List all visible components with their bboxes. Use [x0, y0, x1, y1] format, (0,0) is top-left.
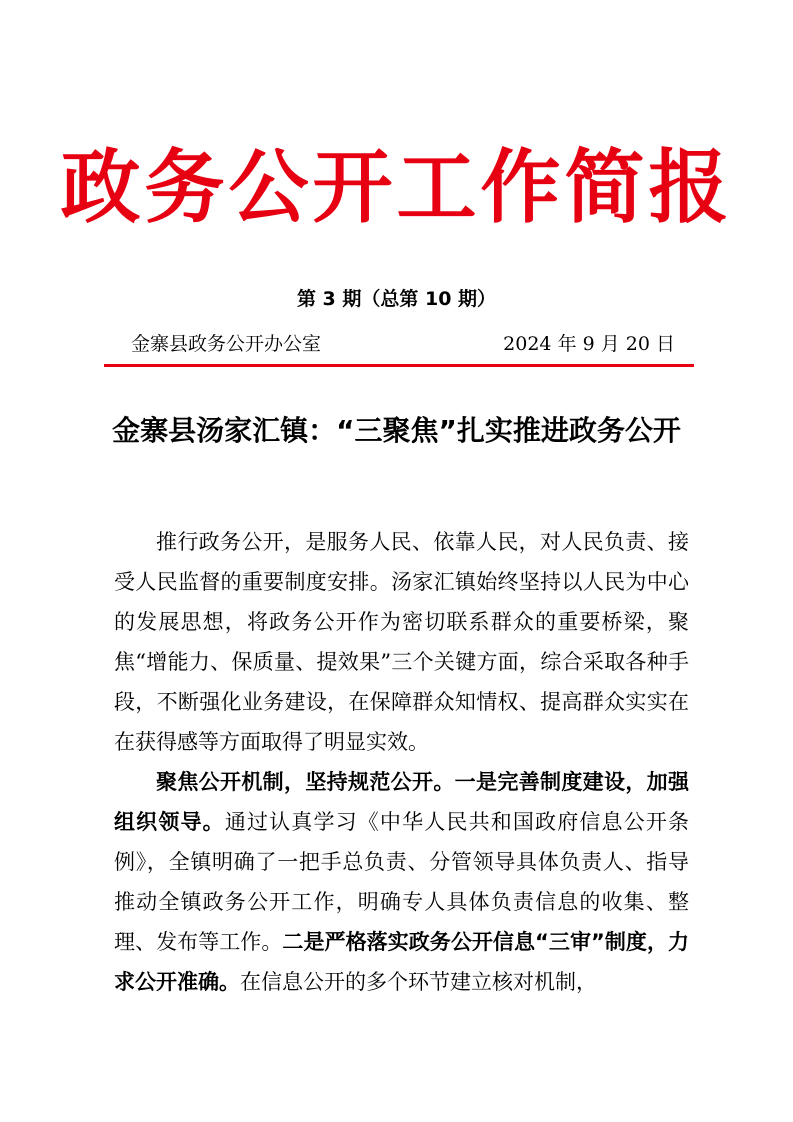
- point-one-heading: 一是完善制度建设，加强组织领导。: [114, 770, 690, 834]
- point-two-text: 在信息公开的多个环节建立核对机制，: [240, 970, 597, 994]
- issue-number: 第 3 期（总第 10 期）: [296, 288, 497, 310]
- red-divider-line: [104, 364, 694, 367]
- article-body: [114, 522, 689, 1002]
- paragraph-intro: 推行政务公开，是服务人民、依靠人民，对人民负责、接受人民监督的重要制度安排。汤家汇镇始终坚持以人民为中心的发展思想，将政务公开作为密切联系群众的重要桥梁，聚焦“增能力、保质量、提效果”三个关键方面，综合采取各种手段，不断强化业务建设，在保障群众知情权、提高群众实实在在获得感等方面取得了明显实效。: [114, 530, 689, 754]
- point-two-heading: 二是严格落实政务公开信息“三审”制度，力求公开准确。: [114, 930, 690, 994]
- article-title: 金寨县汤家汇镇：“三聚焦”扎实推进政务公开: [112, 414, 681, 447]
- section-heading: 聚焦公开机制，坚持规范公开。: [156, 770, 455, 794]
- issue-date: 2024 年 9 月 20 日: [503, 333, 675, 355]
- point-one-text: 通过认真学习《中华人民共和国政府信息公开条例》，全镇明确了一把手总负责、分管领导具体负责人、指导推动全镇政务公开工作，明确专人具体负责信息的收集、整理、发布等工作。: [114, 810, 690, 954]
- issuing-office: 金寨县政务公开办公室: [131, 333, 322, 355]
- paragraph-mechanism: [114, 762, 689, 1002]
- bulletin-masthead-title: 政务公开工作简报: [60, 141, 733, 234]
